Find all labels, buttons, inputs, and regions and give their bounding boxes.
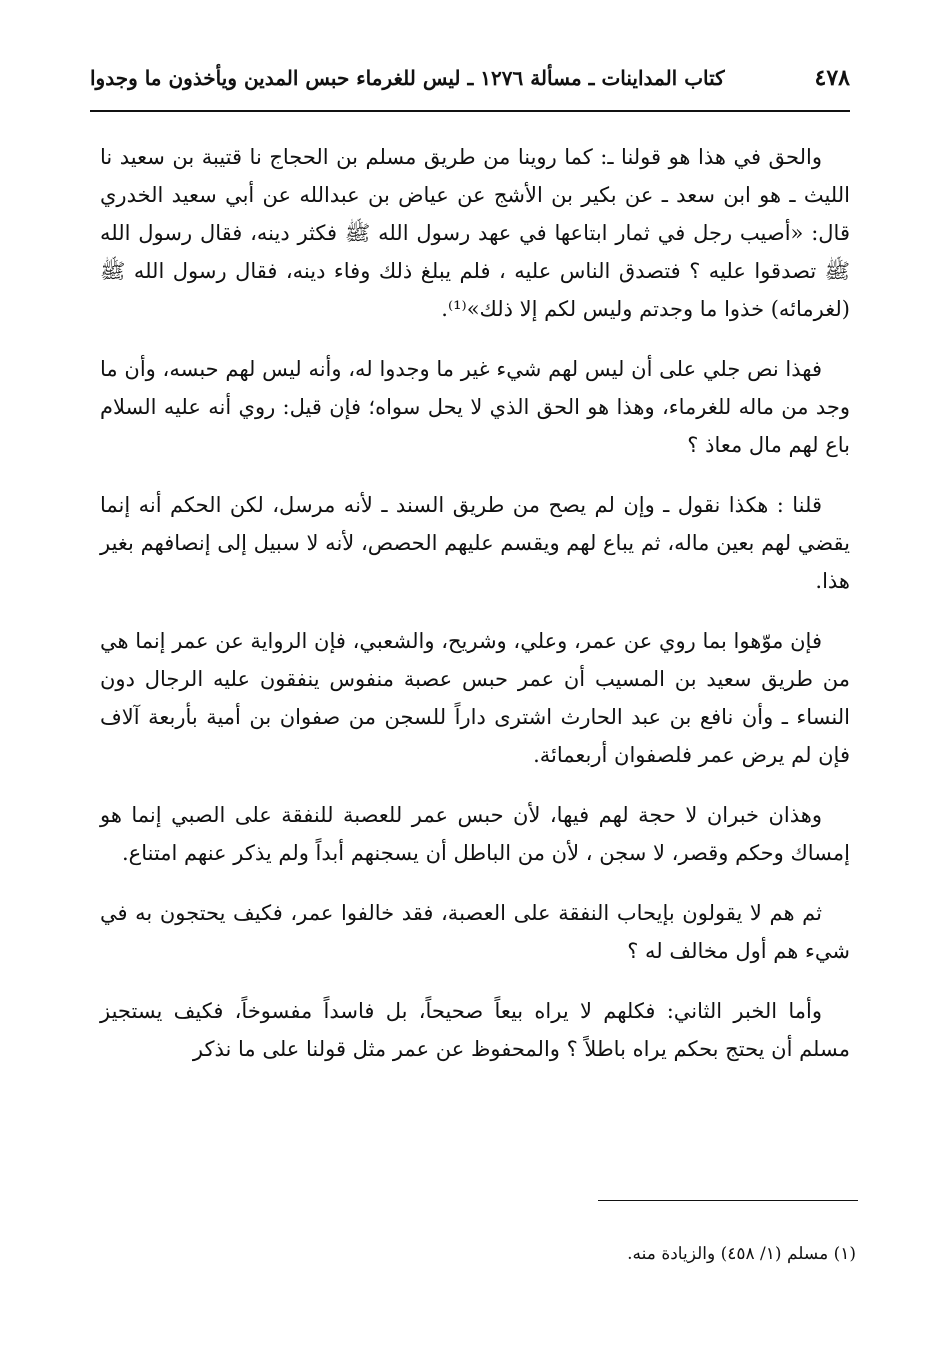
paragraph-6: ثم هم لا يقولون بإيحاب النفقة على العصبة، فقد خالفوا عمر، فكيف يحتجون به في شيء هم أول مخالف له ؟: [100, 901, 850, 963]
header-divider: [90, 110, 850, 112]
paragraph-7: وأما الخبر الثاني: فكلهم لا يراه بيعاً صحيحاً، بل فاسداً مفسوخاً، فكيف يستجيز مسلم أن يحتج بحكم يراه باطلاً ؟ والمحفوظ عن عمر مثل قولنا على ما نذكر: [100, 999, 850, 1061]
main-text: [100, 138, 850, 1090]
paragraph-1: والحق في هذا هو قولنا ـ: كما روينا من طريق مسلم بن الحجاج نا قتيبة بن سعيد نا الليث ـ هو ابن سعد ـ عن بكير بن الأشج عن عياض بن عبدالله عن أبي سعيد الخدري قال: «أصيب رجل في ثمار ابتاعها في عهد رسول الله ﷺ فكثر دينه، فقال رسول الله ﷺ تصدقوا عليه ؟ فتصدق الناس عليه ، فلم يبلغ ذلك وفاء دينه، فقال رسول الله ﷺ (لغرمائه) خذوا ما وجدتم وليس لكم إلا ذلك»⁽¹⁾.: [100, 145, 850, 321]
footnote-divider: [598, 1200, 858, 1201]
footnote: (١) مسلم (١/ ٤٥٨) والزيادة منه.: [627, 1244, 856, 1264]
page-header: [90, 58, 850, 98]
running-title: كتاب المداينات ـ مسألة ١٢٧٦ ـ ليس للغرماء حبس المدين ويأخذون ما وجدوا: [90, 66, 725, 90]
paragraph-5: وهذان خبران لا حجة لهم فيها، لأن حبس عمر للعصبة للنفقة على الصبي إنما هو إمساك وحكم وقصر، لا سجن ، لأن من الباطل أن يسجنهم أبداً ولم يذكر عنهم امتناع.: [100, 803, 850, 865]
paragraph-2: فهذا نص جلي على أن ليس لهم شيء غير ما وجدوا له، وأنه ليس لهم حبسه، وأن ما وجد من ماله للغرماء، وهذا هو الحق الذي لا يحل سواه؛ فإن قيل: روي أنه عليه السلام باع لهم مال معاذ ؟: [100, 357, 850, 457]
page-number: ٤٧٨: [814, 65, 850, 91]
paragraph-3: قلنا : هكذا نقول ـ وإن لم يصح من طريق السند ـ لأنه مرسل، لكن الحكم أنه إنما يقضي لهم بعين ماله، ثم يباع لهم ويقسم عليهم الحصص، لأنه لا سبيل إلى إنصافهم بغير هذا.: [100, 493, 850, 593]
paragraph-4: فإن موّهوا بما روي عن عمر، وعلي، وشريح، والشعبي، فإن الرواية عن عمر إنما هي من طريق سعيد بن المسيب أن عمر حبس عصبة منفوس ينفقون عليه الرجال دون النساء ـ وأن نافع بن عبد الحارث اشترى داراً للسجن من صفوان بن أمية بأربعة آلاف فإن لم يرض عمر فلصفوان أربعمائة.: [100, 629, 850, 767]
